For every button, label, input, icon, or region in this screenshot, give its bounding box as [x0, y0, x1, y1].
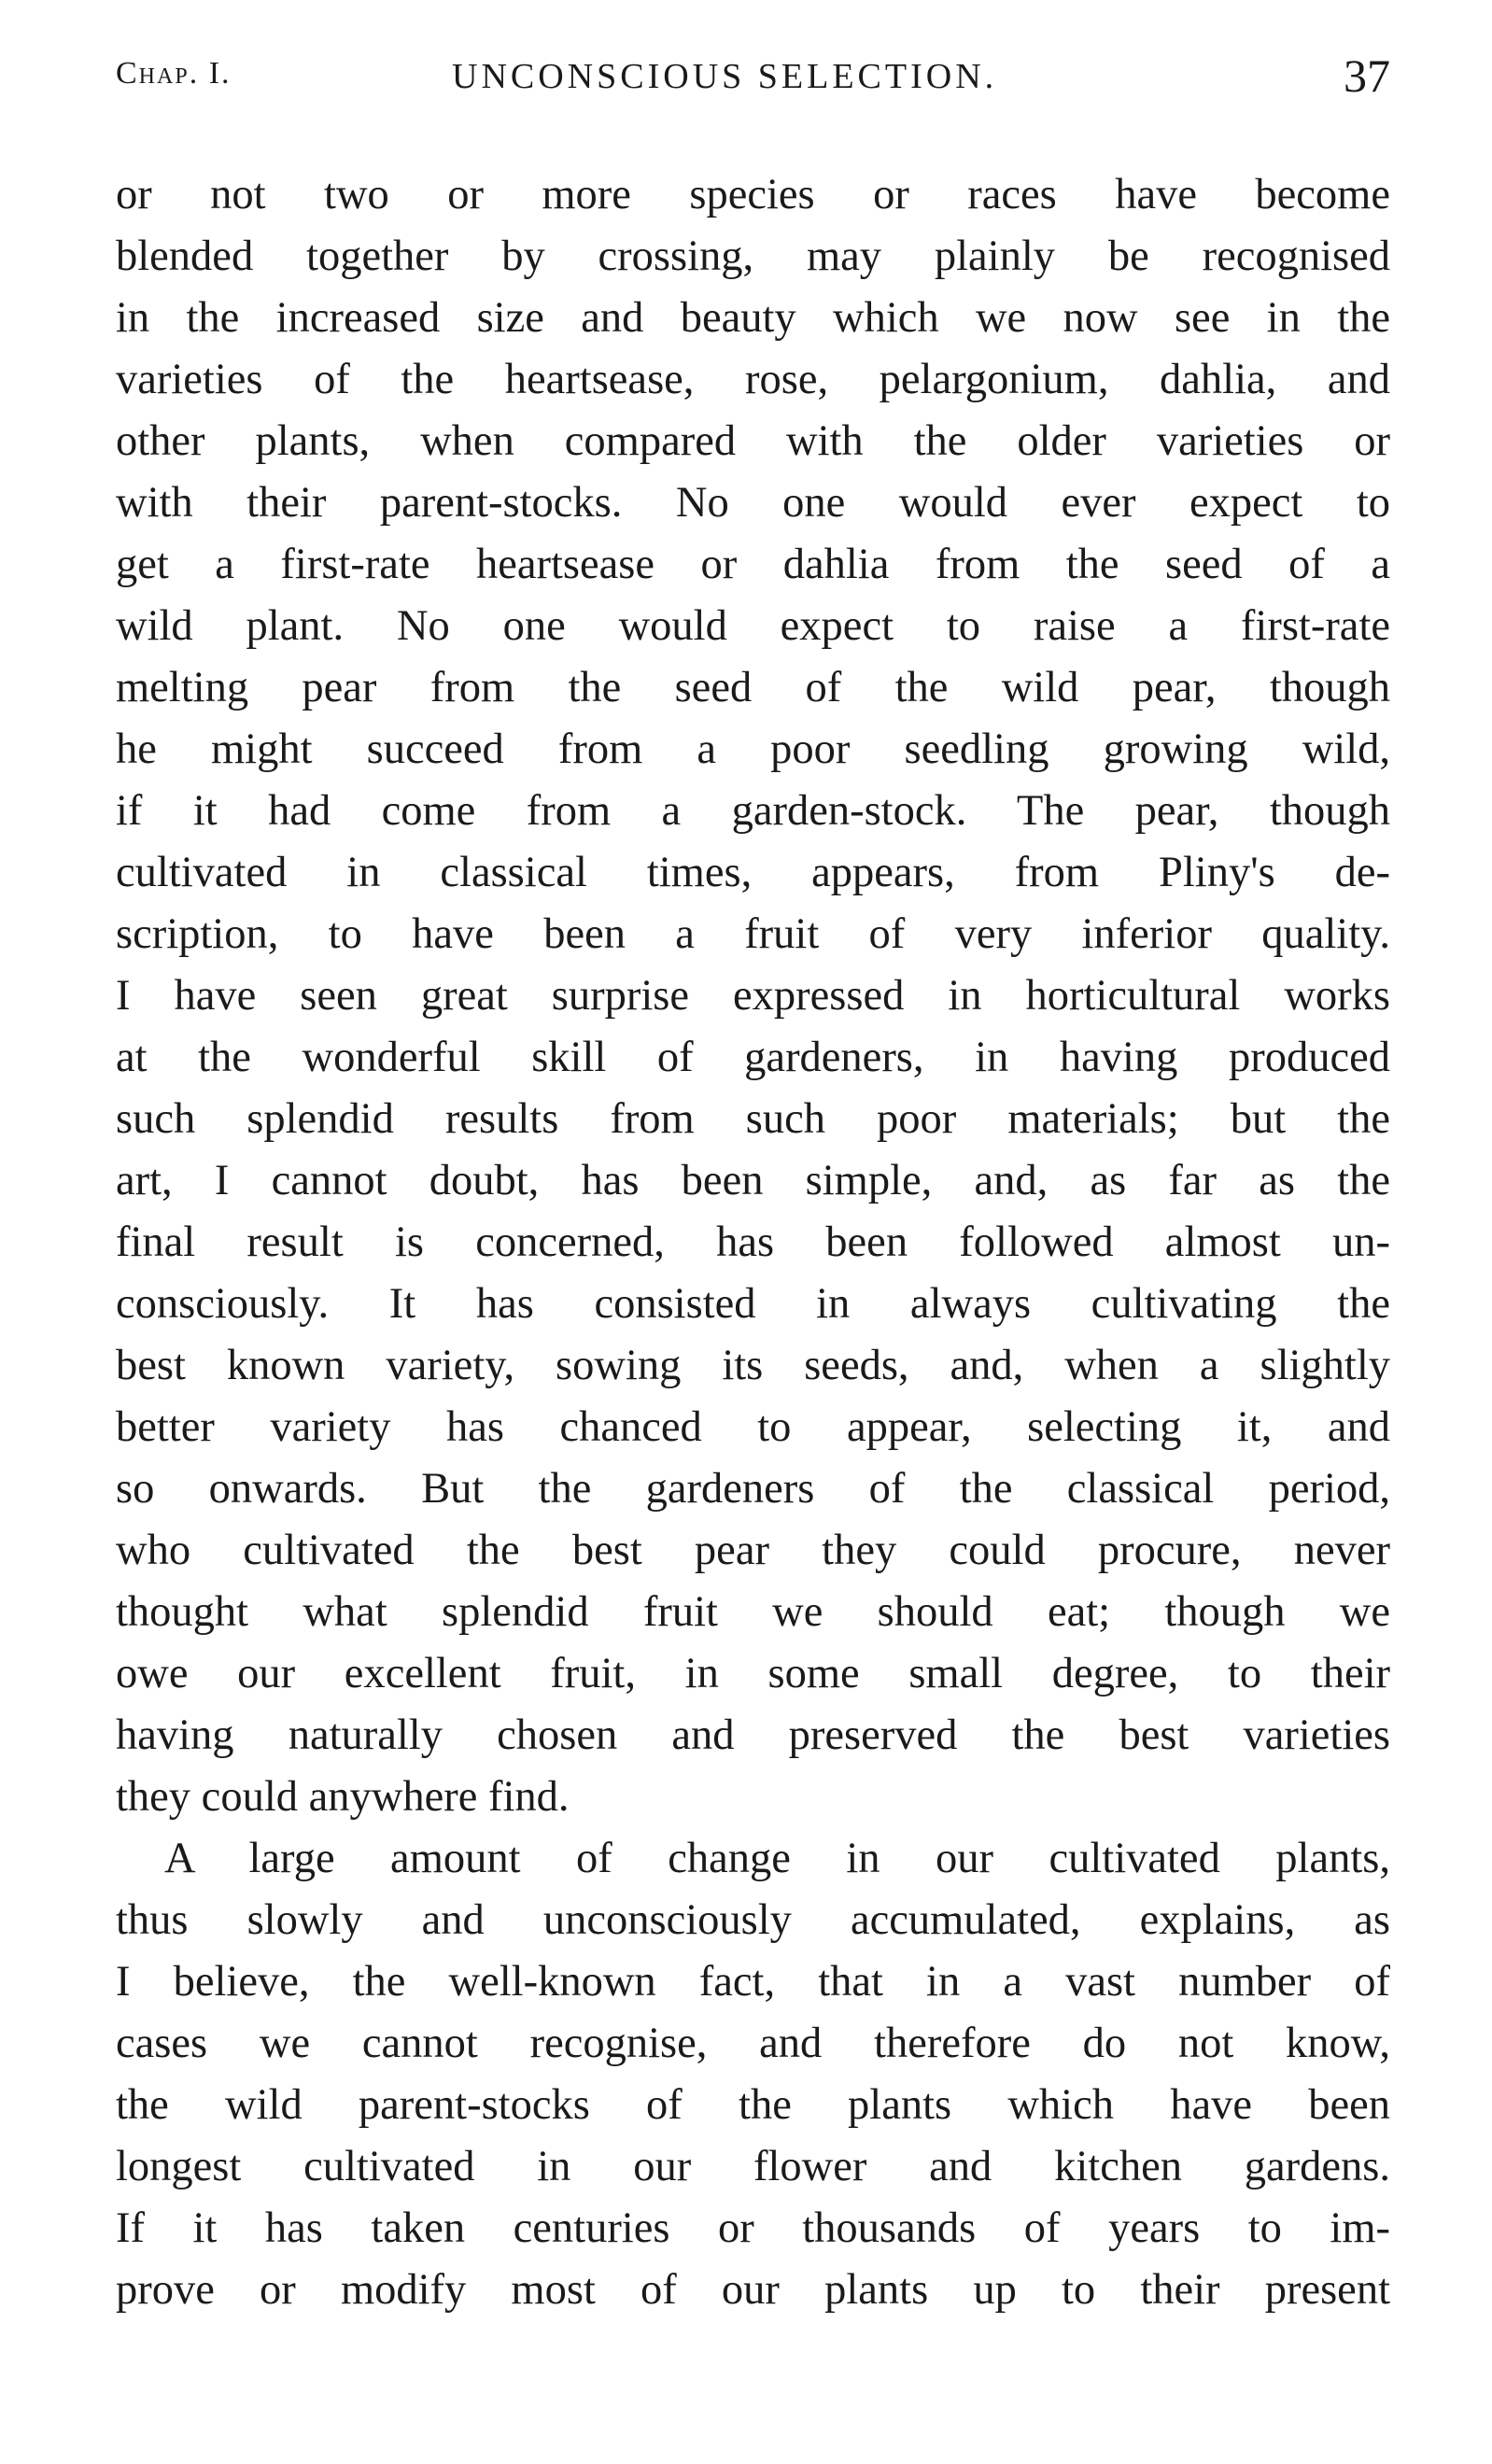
text-line: best known variety, sowing its seeds, and, when a slightly: [116, 1342, 1390, 1389]
text-line: if it had come from a garden-stock. The pear, though: [116, 787, 1390, 835]
text-line: such splendid results from such poor materials; but the: [116, 1095, 1390, 1143]
text-line: other plants, when compared with the older varieties or: [116, 417, 1390, 465]
text-line: melting pear from the seed of the wild pear, though: [116, 664, 1390, 711]
text-line: having naturally chosen and preserved the best varieties: [116, 1711, 1390, 1759]
text-line: owe our excellent fruit, in some small degree, to their: [116, 1650, 1390, 1697]
text-line: final result is concerned, has been followed almost un-: [116, 1218, 1390, 1266]
text-line: so onwards. But the gardeners of the classical period,: [116, 1465, 1390, 1513]
text-line: blended together by crossing, may plainly be recognised: [116, 232, 1390, 280]
text-line: they could anywhere find.: [116, 1773, 570, 1821]
text-line: wild plant. No one would expect to raise a first-rate: [116, 602, 1390, 650]
body-text: [116, 164, 1390, 2321]
text-line: art, I cannot doubt, has been simple, and, as far as the: [116, 1157, 1390, 1204]
text-line: If it has taken centuries or thousands of years to im-: [116, 2204, 1390, 2252]
text-line: longest cultivated in our flower and kitchen gardens.: [116, 2143, 1390, 2190]
text-line: better variety has chanced to appear, selecting it, and: [116, 1403, 1390, 1451]
text-line: I have seen great surprise expressed in horticultural works: [116, 972, 1390, 1020]
text-line: cultivated in classical times, appears, from Pliny's de-: [116, 849, 1390, 896]
text-line: I believe, the well-known fact, that in a vast number of: [116, 1958, 1390, 2006]
text-line: who cultivated the best pear they could procure, never: [116, 1527, 1390, 1574]
text-line: with their parent-stocks. No one would ever expect to: [116, 479, 1390, 527]
text-line: varieties of the heartsease, rose, pelargonium, dahlia, and: [116, 356, 1390, 403]
text-line: get a first-rate heartsease or dahlia from the seed of a: [116, 541, 1390, 588]
text-line: cases we cannot recognise, and therefore do not know,: [116, 2020, 1390, 2067]
text-line: at the wonderful skill of gardeners, in having produced: [116, 1034, 1390, 1081]
text-line: thus slowly and unconsciously accumulated, explains, as: [116, 1896, 1390, 1944]
text-line: he might succeed from a poor seedling growing wild,: [116, 725, 1390, 773]
paragraph: [116, 164, 1390, 1828]
page-number: 37: [1344, 49, 1390, 102]
paragraph: [116, 1828, 1390, 2321]
text-line: the wild parent-stocks of the plants which have been: [116, 2081, 1390, 2129]
text-line: scription, to have been a fruit of very inferior quality.: [116, 910, 1390, 958]
text-line: consciously. It has consisted in always cultivating the: [116, 1280, 1390, 1328]
running-head: [116, 49, 1390, 123]
chapter-title: UNCONSCIOUS SELECTION.: [452, 57, 998, 96]
text-line: thought what splendid fruit we should eat; though we: [116, 1588, 1390, 1636]
text-line: in the increased size and beauty which we now see in the: [116, 294, 1390, 342]
text-line: or not two or more species or races have become: [116, 171, 1390, 218]
text-line: A large amount of change in our cultivated plants,: [164, 1835, 1390, 1882]
text-line: prove or modify most of our plants up to their present: [116, 2266, 1390, 2314]
chapter-label: Chap. I.: [116, 56, 232, 91]
